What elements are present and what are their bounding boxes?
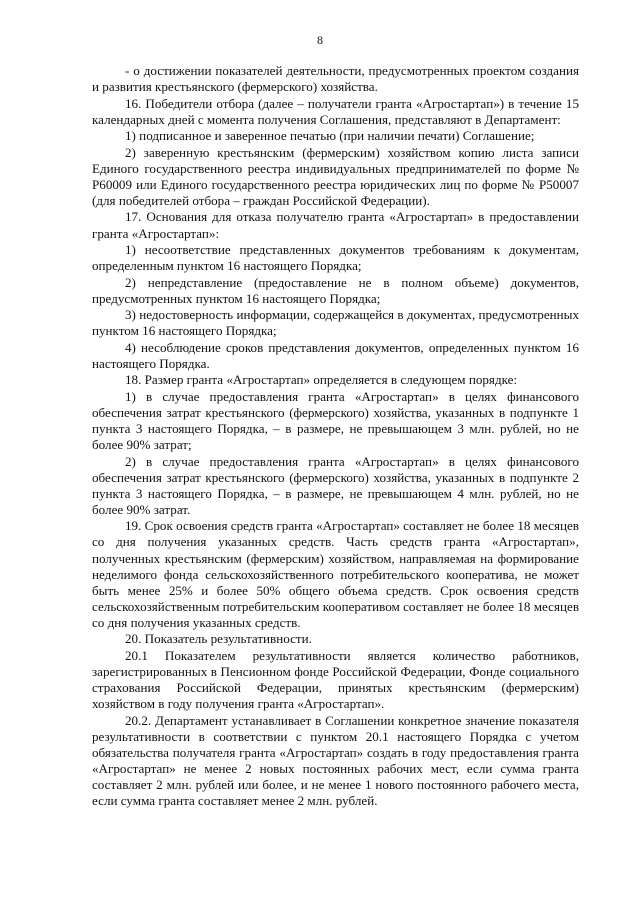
paragraph: 20. Показатель результативности. (125, 631, 312, 647)
paragraph: 2) непредставление (предоставление не в полном объеме) документов, предусмотренных пунктом 16 настоящего Порядка; (92, 274, 579, 306)
paragraph: 1) в случае предоставления гранта «Агростартап» в целях финансового обеспечения затрат крестьянского (фермерского) хозяйства, указанных в подпункте 1 пункта 3 настоящего Порядка, – в размере, не превышающем 3 млн. рублей, но не более 90% затрат; (92, 388, 579, 453)
paragraph: 16. Победители отбора (далее – получатели гранта «Агростартап») в течение 15 календарных дней с момента получения Соглашения, представляют в Департамент: (92, 95, 579, 127)
paragraph: 17. Основания для отказа получателю гранта «Агростартап» в предоставлении гранта «Агростартап»: (92, 209, 579, 241)
paragraph: 20.2. Департамент устанавливает в Соглашении конкретное значение показателя результативности в соответствии с пунктом 20.1 настоящего Порядка с учетом обязательства получателя гранта «Агростартап» создать в году предоставления гранта «Агростартап» не менее 2 новых постоянных рабочих мест, если сумма гранта составляет 2 млн. рублей или более, и не менее 1 нового постоянного рабочего места, если сумма гранта составляет менее 2 млн. рублей. (92, 712, 579, 809)
paragraph: 20.1 Показателем результативности является количество работников, зарегистрированных в Пенсионном фонде Российской Федерации, Фонде социального страхования Российской Федерации, принятых крестьянским (фермерским) хозяйством в году получения гранта «Агростартап». (92, 647, 579, 712)
paragraph: - о достижении показателей деятельности, предусмотренных проектом создания и развития крестьянского (фермерского) хозяйства. (92, 63, 579, 95)
paragraph: 2) заверенную крестьянским (фермерским) хозяйством копию листа записи Единого государственного реестра индивидуальных предпринимателей по форме № Р60009 или Единого государственного реестра юридических лиц по форме № Р50007 (для победителей отбора – граждан Российской Федерации). (92, 144, 579, 208)
paragraph: 2) в случае предоставления гранта «Агростартап» в целях финансового обеспечения затрат крестьянского (фермерского) хозяйства, указанных в подпункте 2 пункта 3 настоящего Порядка, – в размере, не превышающем 4 млн. рублей, но не более 90% затрат. (92, 453, 579, 517)
paragraph: 1) подписанное и заверенное печатью (при наличии печати) Соглашение; (125, 128, 535, 144)
paragraph: 19. Срок освоения средств гранта «Агростартап» составляет не более 18 месяцев со дня получения указанных средств. Часть средств гранта «Агростартап», полученных крестьянским (фермерским) хозяйством, направляемая на формирование неделимого фонда сельскохозяйственного потребительского кооператива, не может быть менее 25% и более 50% общего объема средств. Срок освоения средств сельскохозяйственным потребительским кооперативом составляет не более 18 месяцев со дня получения указанных средств. (92, 518, 579, 630)
paragraph: 1) несоответствие представленных документов требованиям к документам, определенным пунктом 16 настоящего Порядка; (92, 241, 579, 274)
page-number: 8 (317, 33, 323, 47)
document-body (92, 63, 579, 810)
paragraph: 18. Размер гранта «Агростартап» определяется в следующем порядке: (125, 372, 518, 388)
paragraph: 4) несоблюдение сроков представления документов, определенных пунктом 16 настоящего Порядка. (92, 339, 579, 371)
paragraph: 3) недостоверность информации, содержащейся в документах, предусмотренных пунктом 16 настоящего Порядка; (92, 307, 579, 339)
